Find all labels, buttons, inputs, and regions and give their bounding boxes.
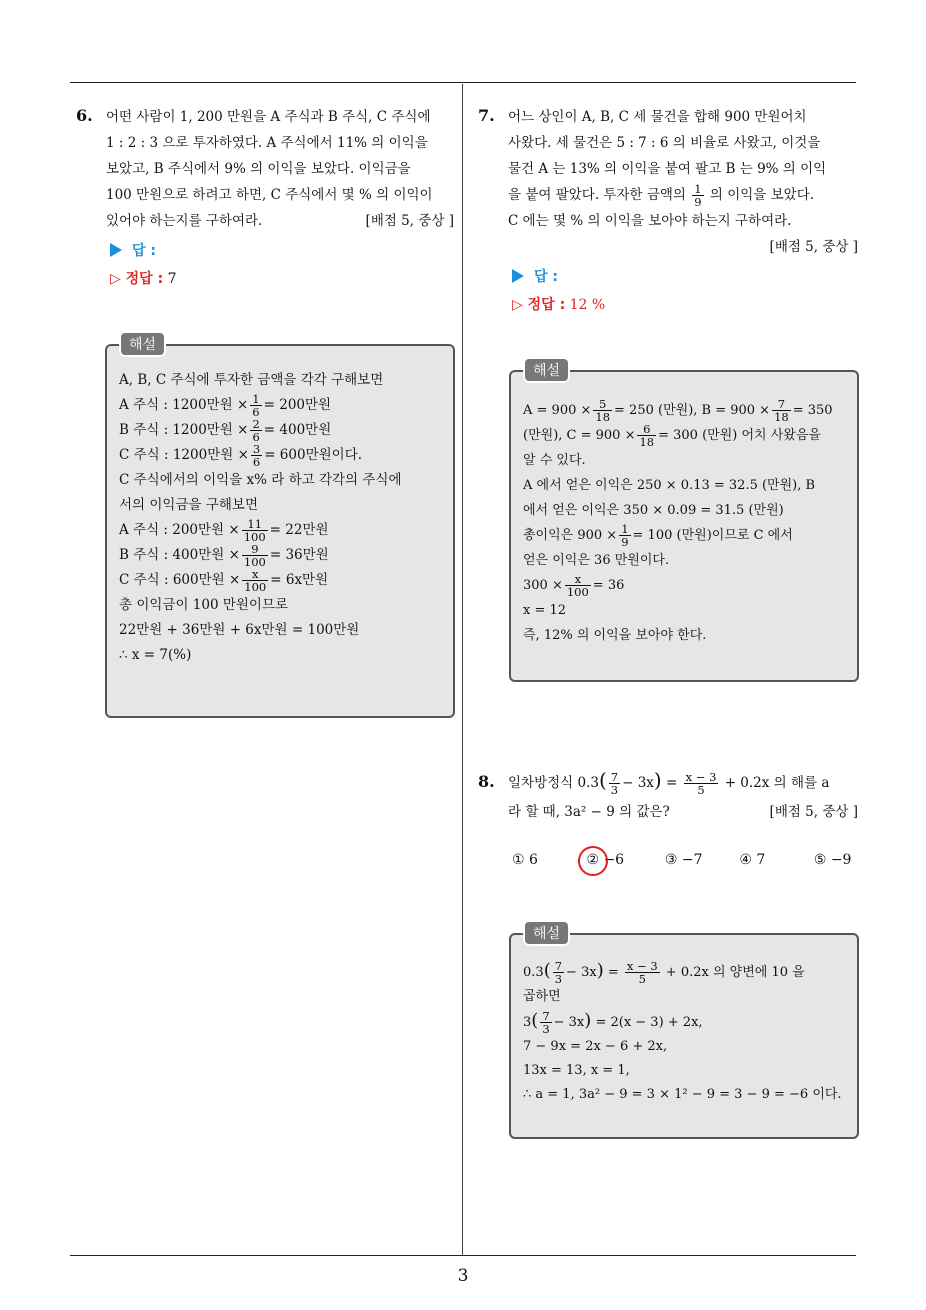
q7-solution-body	[511, 372, 857, 658]
sol-line: 13x = 13, x = 1,	[523, 1063, 630, 1078]
play-triangle-icon	[512, 269, 524, 283]
sol-line: x = 12	[523, 603, 567, 618]
q6-line: 1 : 2 : 3 으로 투자하였다. A 주식에서 11% 의 이익을	[106, 135, 428, 151]
q8-number: 8.	[478, 772, 495, 791]
sol-line: 총이익은 900 × $\frac{1}{9}$ = 100 (만원)이므로 C 에서	[523, 522, 793, 549]
q8-line: 라 할 때, 3a² − 9 의 값은?	[508, 804, 670, 820]
sol-line: 총 이익금이 100 만원이므로	[119, 597, 289, 613]
sol-line: A = 900 × $\frac{5}{18}$ = 250 (만원), B = 900 × $\frac{7}{18}$ = 350	[523, 397, 833, 424]
q7-line: 을 붙여 팔았다. 투자한 금액의 $\frac{1}{9}$ 의 이익을 보았다.	[508, 182, 815, 209]
q7-solution-tag: 해설	[523, 357, 570, 383]
choice-5[interactable]: ⑤ −9	[813, 852, 852, 868]
q7-answer	[512, 266, 558, 288]
sol-line: 즉, 12% 의 이익을 보아야 한다.	[523, 628, 707, 643]
q6-line: 100 만원으로 하려고 하면, C 주식에서 몇 % 의 이익이	[106, 187, 433, 203]
q8-solution-box	[509, 926, 859, 1139]
sol-line: 알 수 있다.	[523, 453, 586, 468]
sol-line: 곱하면	[523, 989, 561, 1004]
q8-solution-tag: 해설	[523, 920, 570, 946]
sol-line: ∴ x = 7(%)	[119, 647, 192, 663]
sol-line: A, B, C 주식에 투자한 금액을 각각 구해보면	[119, 372, 384, 388]
sol-line: 300 × $\frac{x}{100}$ = 36	[523, 572, 625, 599]
q6-meta: [배점 5, 중상 ]	[365, 213, 454, 229]
q6-text	[106, 104, 454, 234]
q8-solution-body	[511, 935, 857, 1117]
q6-solution-tag: 해설	[119, 331, 166, 357]
sol-line: ∴ a = 1, 3a² − 9 = 3 × 1² − 9 = 3 − 9 = −6 이다.	[523, 1087, 842, 1102]
q7-line: 사왔다. 세 물건은 5 : 7 : 6 의 비율로 사왔고, 이것을	[508, 135, 821, 151]
top-rule	[70, 82, 856, 83]
outline-triangle-icon: ▷	[110, 271, 126, 287]
q7-line: C 에는 몇 % 의 이익을 보아야 하는지 구하여라.	[508, 213, 792, 229]
choice-3[interactable]: ③ −7	[664, 852, 703, 868]
sol-line: (만원), C = 900 × $\frac{6}{18}$ = 300 (만원) 어치 사왔음을	[523, 422, 821, 449]
q7-correct-value: 12 %	[569, 297, 606, 313]
selected-answer-circle	[578, 846, 608, 876]
q6-answer	[110, 240, 156, 262]
q8-meta: [배점 5, 중상 ]	[769, 804, 858, 820]
sol-line: B 주식 : 1200만원 × $\frac{2}{6}$ = 400만원	[119, 417, 332, 444]
column-divider	[462, 84, 463, 1256]
sol-line: 얻은 이익은 36 만원이다.	[523, 553, 670, 568]
q7-line: 물건 A 는 13% 의 이익을 붙여 팔고 B 는 9% 의 이익	[508, 161, 827, 177]
sol-line: 0.3( $\frac{7}{3}$ − 3x) = $\frac{x - 3}{5}$ + 0.2x 의 양변에 10 을	[523, 959, 805, 986]
q7-answer-label: 답 :	[534, 269, 558, 285]
sol-line: A 주식 : 1200만원 × $\frac{1}{6}$ = 200만원	[119, 392, 332, 419]
sol-line: A 에서 얻은 이익은 250 × 0.13 = 32.5 (만원), B	[523, 478, 816, 493]
q6-last-row	[106, 208, 454, 234]
q8-choices	[512, 852, 851, 868]
sol-line: C 주식 : 600만원 × $\frac{x}{100}$ = 6x만원	[119, 567, 329, 594]
sol-line: C 주식 : 1200만원 × $\frac{3}{6}$ = 600만원이다.	[119, 442, 363, 469]
sol-line: C 주식에서의 이익을 x% 라 하고 각각의 주식에	[119, 472, 402, 488]
q8-text	[508, 764, 858, 825]
choice-1[interactable]: ① 6	[512, 852, 538, 868]
sol-line: B 주식 : 400만원 × $\frac{9}{100}$ = 36만원	[119, 542, 329, 569]
play-triangle-icon	[110, 243, 122, 257]
bottom-rule	[70, 1255, 856, 1256]
sol-line: 22만원 + 36만원 + 6x만원 = 100만원	[119, 622, 360, 638]
q7-line: 어느 상인이 A, B, C 세 물건을 합해 900 만원어치	[508, 109, 807, 125]
choice-2[interactable]: ② −6	[586, 852, 625, 868]
sol-line: 7 − 9x = 2x − 6 + 2x,	[523, 1039, 668, 1054]
sol-line: 에서 얻은 이익은 350 × 0.09 = 31.5 (만원)	[523, 503, 784, 518]
choice-4[interactable]: ④ 7	[739, 852, 766, 868]
sol-line: A 주식 : 200만원 × $\frac{11}{100}$ = 22만원	[119, 517, 329, 544]
sol-line: 서의 이익금을 구해보면	[119, 497, 258, 513]
q6-line: 보았고, B 주식에서 9% 의 이익을 보았다. 이익금을	[106, 161, 411, 177]
page-number: 3	[457, 1266, 469, 1286]
q7-text	[508, 104, 858, 260]
q6-line: 어떤 사람이 1, 200 만원을 A 주식과 B 주식, C 주식에	[106, 109, 431, 125]
q7-number: 7.	[478, 106, 495, 125]
q8-line: 일차방정식 0.3( $\frac{7}{3}$ − 3x) = $\frac{x - 3}{5}$ + 0.2x 의 해를 a	[508, 768, 830, 797]
q6-line: 있어야 하는지를 구하여라.	[106, 213, 263, 229]
q6-solution-body	[107, 346, 453, 678]
q6-solution-box	[105, 337, 455, 718]
q8-last-row	[508, 799, 858, 825]
q7-correct	[512, 294, 605, 316]
q7-meta: [배점 5, 중상 ]	[769, 239, 858, 255]
q6-answer-label: 답 :	[132, 243, 156, 259]
q6-correct	[110, 268, 177, 290]
sol-line: 3( $\frac{7}{3}$ − 3x) = 2(x − 3) + 2x,	[523, 1009, 703, 1036]
q6-correct-value: 7	[167, 271, 177, 287]
q7-correct-label: 정답 :	[527, 297, 566, 313]
q6-number: 6.	[76, 106, 93, 125]
q7-solution-box	[509, 363, 859, 682]
q6-correct-label: 정답 :	[125, 271, 164, 287]
outline-triangle-icon: ▷	[512, 297, 528, 313]
